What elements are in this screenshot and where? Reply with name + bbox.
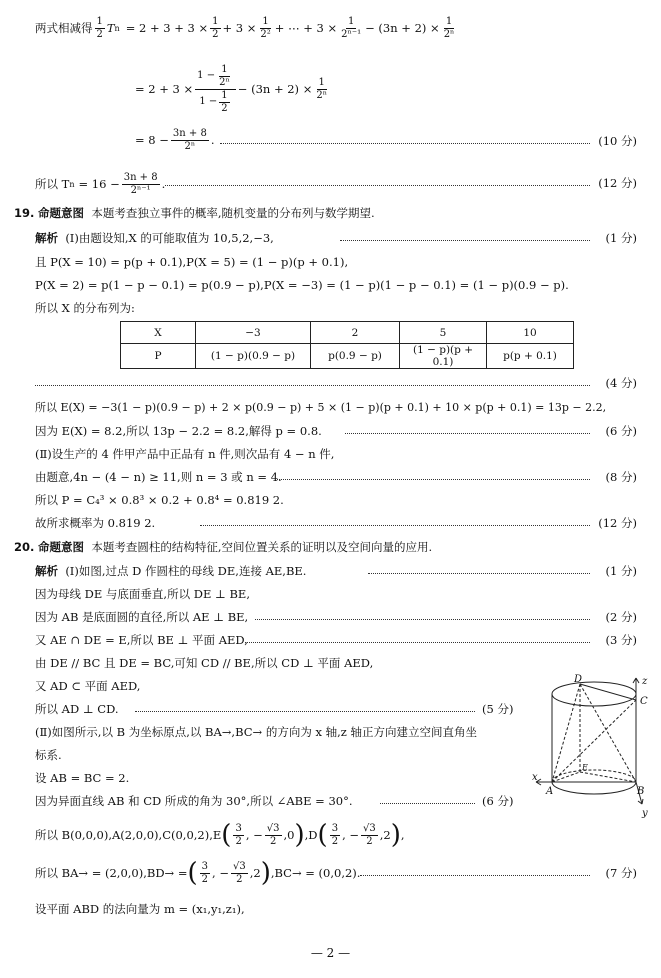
text: 标系. bbox=[35, 748, 62, 762]
score: (6 分) bbox=[605, 424, 637, 438]
leader-dots bbox=[220, 143, 590, 144]
label-A: A bbox=[546, 786, 554, 797]
table-cell: p(0.9 − p) bbox=[311, 344, 400, 369]
text: ,2 bbox=[379, 828, 391, 842]
score: (8 分) bbox=[605, 470, 637, 484]
table-row bbox=[121, 344, 574, 369]
q19-line bbox=[0, 489, 661, 511]
label-y: y bbox=[642, 808, 648, 819]
den: 2 bbox=[235, 835, 242, 847]
fraction bbox=[95, 16, 105, 41]
score-line bbox=[0, 372, 661, 394]
text: ,BC→ = (0,0,2). bbox=[270, 866, 361, 880]
den: 2ⁿ⁻¹ bbox=[341, 28, 362, 40]
paren: ) bbox=[390, 820, 401, 850]
text: − (3n + 2) × bbox=[365, 21, 440, 35]
paren: ( bbox=[187, 858, 198, 888]
leader-dots bbox=[360, 875, 590, 876]
num: √3 bbox=[232, 860, 246, 872]
score: (4 分) bbox=[605, 376, 637, 390]
tn: T bbox=[106, 21, 115, 35]
num: 1 bbox=[262, 15, 269, 27]
text: 所以 AD ⊥ CD. bbox=[35, 702, 119, 716]
table-cell: X bbox=[121, 322, 196, 344]
table-row bbox=[121, 322, 574, 344]
text: = 8 − bbox=[135, 133, 169, 147]
leader-dots bbox=[340, 240, 590, 241]
text: 设平面 ABD 的法向量为 m = (x₁,y₁,z₁), bbox=[35, 902, 245, 916]
leader-dots bbox=[345, 433, 590, 434]
derivation-line-1 bbox=[35, 12, 458, 44]
den: 2ⁿ bbox=[184, 140, 196, 152]
intent-text: 本题考查独立事件的概率,随机变量的分布列与数学期望. bbox=[91, 206, 375, 220]
num bbox=[195, 64, 236, 90]
q19-line bbox=[0, 251, 661, 273]
question-number: 20. bbox=[14, 540, 35, 554]
text: 由题意,4n − (4 − n) ≥ 11,则 n = 3 或 n = 4. bbox=[35, 470, 282, 484]
score-line bbox=[0, 127, 661, 152]
den: 2ⁿ bbox=[316, 89, 328, 101]
table-cell: 10 bbox=[487, 322, 574, 344]
den: 2ⁿ⁻¹ bbox=[130, 184, 151, 196]
score: (10 分) bbox=[598, 134, 637, 148]
den: 2ⁿ bbox=[219, 76, 230, 88]
den: 2 bbox=[366, 835, 373, 847]
score-line bbox=[0, 172, 661, 194]
num: 3n + 8 bbox=[172, 127, 207, 139]
score: (2 分) bbox=[605, 610, 637, 624]
num: 3 bbox=[235, 822, 242, 834]
fraction bbox=[258, 16, 272, 41]
table-cell: (1 − p)(p + 0.1) bbox=[400, 344, 487, 369]
den bbox=[197, 90, 233, 115]
text: 因为 E(X) = 8.2,所以 13p − 2.2 = 8.2,解得 p = 0.8. bbox=[35, 424, 322, 438]
analysis-label: 解析 bbox=[35, 231, 58, 245]
text: 所以 B(0,0,0),A(2,0,0),C(0,0,2),E bbox=[35, 828, 222, 842]
text: 1 − bbox=[197, 70, 216, 81]
text: 所以 BA→ = (2,0,0),BD→ = bbox=[35, 866, 188, 880]
text: = 2 + 3 + 3 × bbox=[125, 21, 209, 35]
table-cell: 5 bbox=[400, 322, 487, 344]
score: (7 分) bbox=[605, 866, 637, 880]
q19-line bbox=[0, 397, 661, 419]
top-ellipse bbox=[552, 682, 636, 706]
score: (12 分) bbox=[598, 516, 637, 530]
text: + 3 × bbox=[222, 21, 257, 35]
q20-line bbox=[0, 652, 661, 674]
paren: ( bbox=[317, 820, 328, 850]
label-B: B bbox=[637, 786, 645, 797]
label-x: x bbox=[532, 772, 538, 783]
text: 所以 X 的分布列为: bbox=[35, 301, 135, 315]
leader-dots bbox=[135, 711, 475, 712]
sub: n bbox=[69, 179, 75, 189]
text: + ⋯ + 3 × bbox=[274, 21, 338, 35]
leader-dots bbox=[35, 385, 590, 386]
text: 因为 AB 是底面圆的直径,所以 AE ⊥ BE, bbox=[35, 610, 249, 624]
num: 1 bbox=[212, 15, 219, 27]
q20-line bbox=[0, 560, 661, 582]
compound-fraction bbox=[195, 64, 236, 115]
q19-line bbox=[0, 274, 661, 296]
text: 1 − bbox=[199, 96, 218, 107]
score: (3 分) bbox=[605, 633, 637, 647]
fraction bbox=[339, 16, 363, 41]
leader-dots bbox=[165, 185, 590, 186]
table-cell: P bbox=[121, 344, 196, 369]
fraction bbox=[210, 16, 220, 41]
text: 因为异面直线 AB 和 CD 所成的角为 30°,所以 ∠ABE = 30°. bbox=[35, 794, 353, 808]
den: 2 bbox=[96, 28, 103, 40]
q20-heading bbox=[0, 536, 661, 558]
table-cell: p(p + 0.1) bbox=[487, 344, 574, 369]
text: . bbox=[210, 133, 215, 147]
q19-line bbox=[0, 512, 661, 534]
q19-line bbox=[0, 227, 661, 249]
num: 1 bbox=[347, 15, 355, 27]
text: 所以 P = C₄³ × 0.8³ × 0.2 + 0.8⁴ = 0.819 2. bbox=[35, 493, 284, 507]
text: , bbox=[400, 828, 405, 842]
segment-DB bbox=[580, 684, 636, 782]
q20-line bbox=[0, 606, 661, 628]
text: 两式相减得 bbox=[35, 21, 93, 35]
fraction bbox=[442, 16, 457, 41]
distribution-table bbox=[120, 321, 574, 369]
text: 且 P(X = 10) = p(p + 0.1),P(X = 5) = (1 − p)(p + 0.1), bbox=[35, 255, 349, 269]
leader-dots bbox=[368, 573, 590, 574]
table-cell: 2 bbox=[311, 322, 400, 344]
segment-EB bbox=[580, 772, 636, 782]
text: 所以 E(X) = −3(1 − p)(0.9 − p) + 2 × p(0.9 − p) + 5 × (1 − p)(p + 0.1) + 10 × p(p + 0.1) = 13p − 2.2, bbox=[35, 401, 607, 414]
den: 2 bbox=[331, 835, 339, 847]
text: , − bbox=[212, 866, 229, 880]
analysis-label: 解析 bbox=[35, 564, 58, 578]
sub: n bbox=[114, 23, 120, 33]
text: (Ⅰ)由题设知,X 的可能取值为 10,5,2,−3, bbox=[65, 231, 274, 245]
den: 2 bbox=[201, 873, 209, 885]
fraction bbox=[219, 90, 229, 115]
fraction bbox=[314, 77, 329, 102]
q19-line bbox=[0, 443, 661, 465]
leader-dots bbox=[275, 479, 590, 480]
label-D: D bbox=[574, 674, 583, 685]
fraction bbox=[233, 823, 243, 848]
den: 2 bbox=[236, 873, 243, 885]
text: (Ⅱ)如图所示,以 B 为坐标原点,以 BA→,BC→ 的方向为 x 轴,z 轴正方向建立空间直角坐 bbox=[35, 725, 477, 739]
num: √3 bbox=[363, 822, 376, 834]
num: 1 bbox=[221, 63, 228, 75]
text: − (3n + 2) × bbox=[237, 82, 313, 96]
intent-text: 本题考查圆柱的结构特征,空间位置关系的证明以及空间向量的应用. bbox=[91, 540, 433, 554]
section-title: 命题意图 bbox=[38, 206, 85, 220]
text: = 2 + 3 × bbox=[135, 82, 194, 96]
score: (12 分) bbox=[598, 176, 637, 190]
text: . bbox=[161, 177, 166, 191]
leader-dots bbox=[255, 619, 590, 620]
den: 2 bbox=[212, 28, 219, 40]
num: 1 bbox=[96, 15, 103, 27]
coordinate-line bbox=[35, 818, 405, 852]
text: 故所求概率为 0.819 2. bbox=[35, 516, 156, 530]
num: 1 bbox=[445, 15, 453, 27]
leader-dots bbox=[200, 525, 590, 526]
bottom-ellipse-front bbox=[552, 782, 636, 794]
section-title: 命题意图 bbox=[38, 540, 85, 554]
num: 3 bbox=[331, 822, 339, 834]
text: P(X = 2) = p(1 − p − 0.1) = p(0.9 − p),P(X = −3) = (1 − p)(1 − p − 0.1) = (1 − p)(0.9 − p). bbox=[35, 278, 569, 292]
text: = 16 − bbox=[78, 177, 120, 191]
fraction bbox=[330, 823, 340, 848]
text: 由 DE // BC 且 DE = BC,可知 CD // BE,所以 CD ⊥ 平面 AED, bbox=[35, 656, 374, 670]
den: 2 bbox=[269, 835, 277, 847]
table-cell: −3 bbox=[196, 322, 311, 344]
q20-line bbox=[0, 898, 661, 920]
q19-line bbox=[0, 466, 661, 488]
score: (1 分) bbox=[605, 231, 637, 245]
label-z: z bbox=[642, 676, 648, 687]
table-cell: (1 − p)(0.9 − p) bbox=[196, 344, 311, 369]
label-E: E bbox=[582, 763, 588, 772]
segment-AD bbox=[552, 684, 580, 782]
text: (Ⅱ)设生产的 4 件甲产品中正品有 n 件,则次品有 4 − n 件, bbox=[35, 447, 335, 461]
text: (Ⅰ)如图,过点 D 作圆柱的母线 DE,连接 AE,BE. bbox=[65, 564, 307, 578]
paren: ( bbox=[221, 820, 232, 850]
q20-line bbox=[0, 583, 661, 605]
text: 所以 T bbox=[35, 177, 70, 191]
bottom-ellipse-back bbox=[552, 770, 636, 782]
paren: ) bbox=[260, 858, 271, 888]
leader-dots bbox=[245, 642, 590, 643]
q19-heading bbox=[0, 202, 661, 224]
q19-line bbox=[0, 297, 661, 319]
num: 1 bbox=[221, 89, 228, 101]
score: (5 分) bbox=[482, 702, 514, 716]
page-number: — 2 — bbox=[310, 946, 351, 960]
den: 2 bbox=[221, 102, 228, 114]
num: 1 bbox=[318, 76, 325, 88]
num: √3 bbox=[266, 822, 280, 834]
text: ,0 bbox=[283, 828, 295, 842]
text: 设 AB = BC = 2. bbox=[35, 771, 130, 785]
score: (6 分) bbox=[482, 794, 514, 808]
label-C: C bbox=[640, 696, 648, 707]
den: 2² bbox=[260, 28, 271, 40]
cylinder-figure bbox=[532, 672, 652, 822]
text: ,2 bbox=[249, 866, 261, 880]
text: , − bbox=[245, 828, 263, 842]
score-line bbox=[0, 858, 661, 888]
derivation-line-2 bbox=[135, 62, 331, 116]
fraction bbox=[361, 823, 378, 848]
text: 因为母线 DE 与底面垂直,所以 DE ⊥ BE, bbox=[35, 587, 250, 601]
den: 2ⁿ bbox=[443, 28, 455, 40]
paren: ) bbox=[294, 820, 305, 850]
text: ,D bbox=[304, 828, 318, 842]
score: (1 分) bbox=[605, 564, 637, 578]
question-number: 19. bbox=[14, 206, 35, 220]
fraction bbox=[217, 64, 232, 89]
text: 又 AE ∩ DE = E,所以 BE ⊥ 平面 AED, bbox=[35, 633, 248, 647]
text: , − bbox=[342, 828, 360, 842]
num: 3n + 8 bbox=[123, 171, 158, 183]
text: 又 AD ⊂ 平面 AED, bbox=[35, 679, 141, 693]
leader-dots bbox=[380, 803, 475, 804]
q19-line bbox=[0, 420, 661, 442]
fraction bbox=[265, 823, 282, 848]
num: 3 bbox=[201, 860, 209, 872]
q20-line bbox=[0, 629, 661, 651]
